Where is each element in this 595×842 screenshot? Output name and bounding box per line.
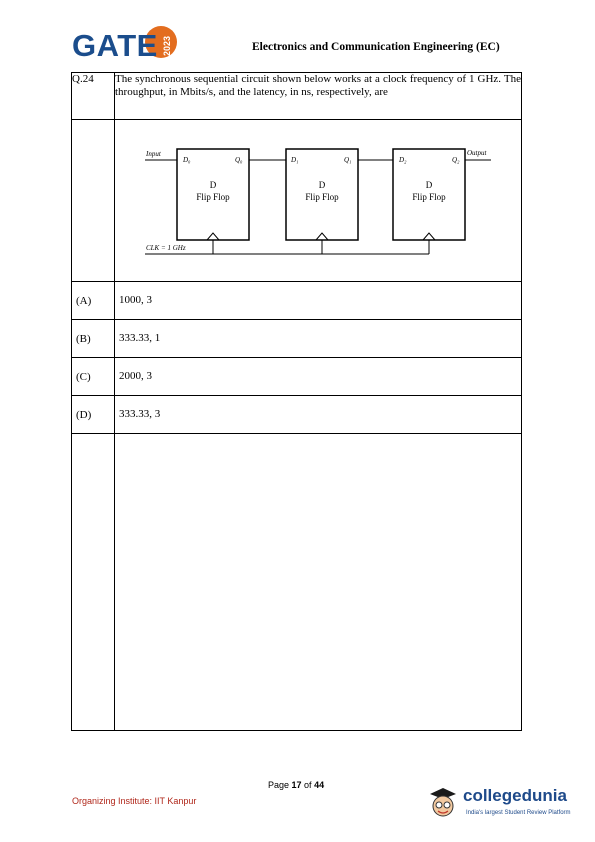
ff0-d-pin: D₀	[183, 156, 191, 164]
clock-label: CLK = 1 GHz	[146, 244, 186, 252]
option-row-b	[72, 320, 522, 358]
output-label: Output	[467, 149, 487, 157]
diagram-row	[72, 120, 522, 282]
option-label: (B)	[72, 320, 115, 358]
question-row	[72, 73, 522, 120]
page-number: Page 17 of 44	[268, 780, 325, 790]
option-row-c	[72, 358, 522, 396]
option-label: (A)	[72, 282, 115, 320]
ff0-line2: Flip Flop	[196, 192, 230, 202]
option-row-d	[72, 396, 522, 434]
ff0-clock-triangle	[207, 233, 219, 240]
ff2-q-pin: Q₂	[452, 156, 460, 164]
question-text: The synchronous sequential circuit shown below works at a clock frequency of 1 GHz. The throughput, in Mbits/s, and the latency, in ns, respectively, are	[115, 73, 522, 120]
ff2-d-pin: D₂	[399, 156, 407, 164]
ff2-line2: Flip Flop	[412, 192, 446, 202]
option-text: 1000, 3	[115, 282, 522, 320]
option-row-a	[72, 282, 522, 320]
ff2-line1: D	[425, 180, 433, 190]
circuit-diagram	[115, 120, 523, 281]
ff1-line2: Flip Flop	[305, 192, 339, 202]
gate-logo	[72, 26, 182, 68]
ff0-line1: D	[209, 180, 217, 190]
question-number: Q.24	[72, 73, 115, 120]
paper-title: Electronics and Communication Engineering (EC)	[252, 41, 500, 53]
diagram-cell	[115, 120, 522, 282]
collegedunia-mascot-icon	[426, 786, 460, 820]
ff1-d-pin: D₁	[291, 156, 299, 164]
option-text: 333.33, 3	[115, 396, 522, 434]
option-label: (D)	[72, 396, 115, 434]
collegedunia-tagline: India's largest Student Review Platform	[466, 810, 571, 816]
input-label: Input	[146, 150, 161, 158]
option-text: 333.33, 1	[115, 320, 522, 358]
option-text: 2000, 3	[115, 358, 522, 396]
ff0-q-pin: Q₀	[235, 156, 243, 164]
logo-text: GATE	[72, 28, 158, 63]
ff1-line1: D	[318, 180, 326, 190]
option-label: (C)	[72, 358, 115, 396]
ff1-q-pin: Q₁	[344, 156, 352, 164]
organizing-institute: Organizing Institute: IIT Kanpur	[72, 796, 197, 806]
blank-row	[72, 434, 522, 731]
collegedunia-brand: collegedunia	[463, 786, 567, 805]
logo-year: 2023	[162, 35, 172, 56]
ff2-clock-triangle	[423, 233, 435, 240]
question-table	[71, 72, 522, 731]
ff1-clock-triangle	[316, 233, 328, 240]
